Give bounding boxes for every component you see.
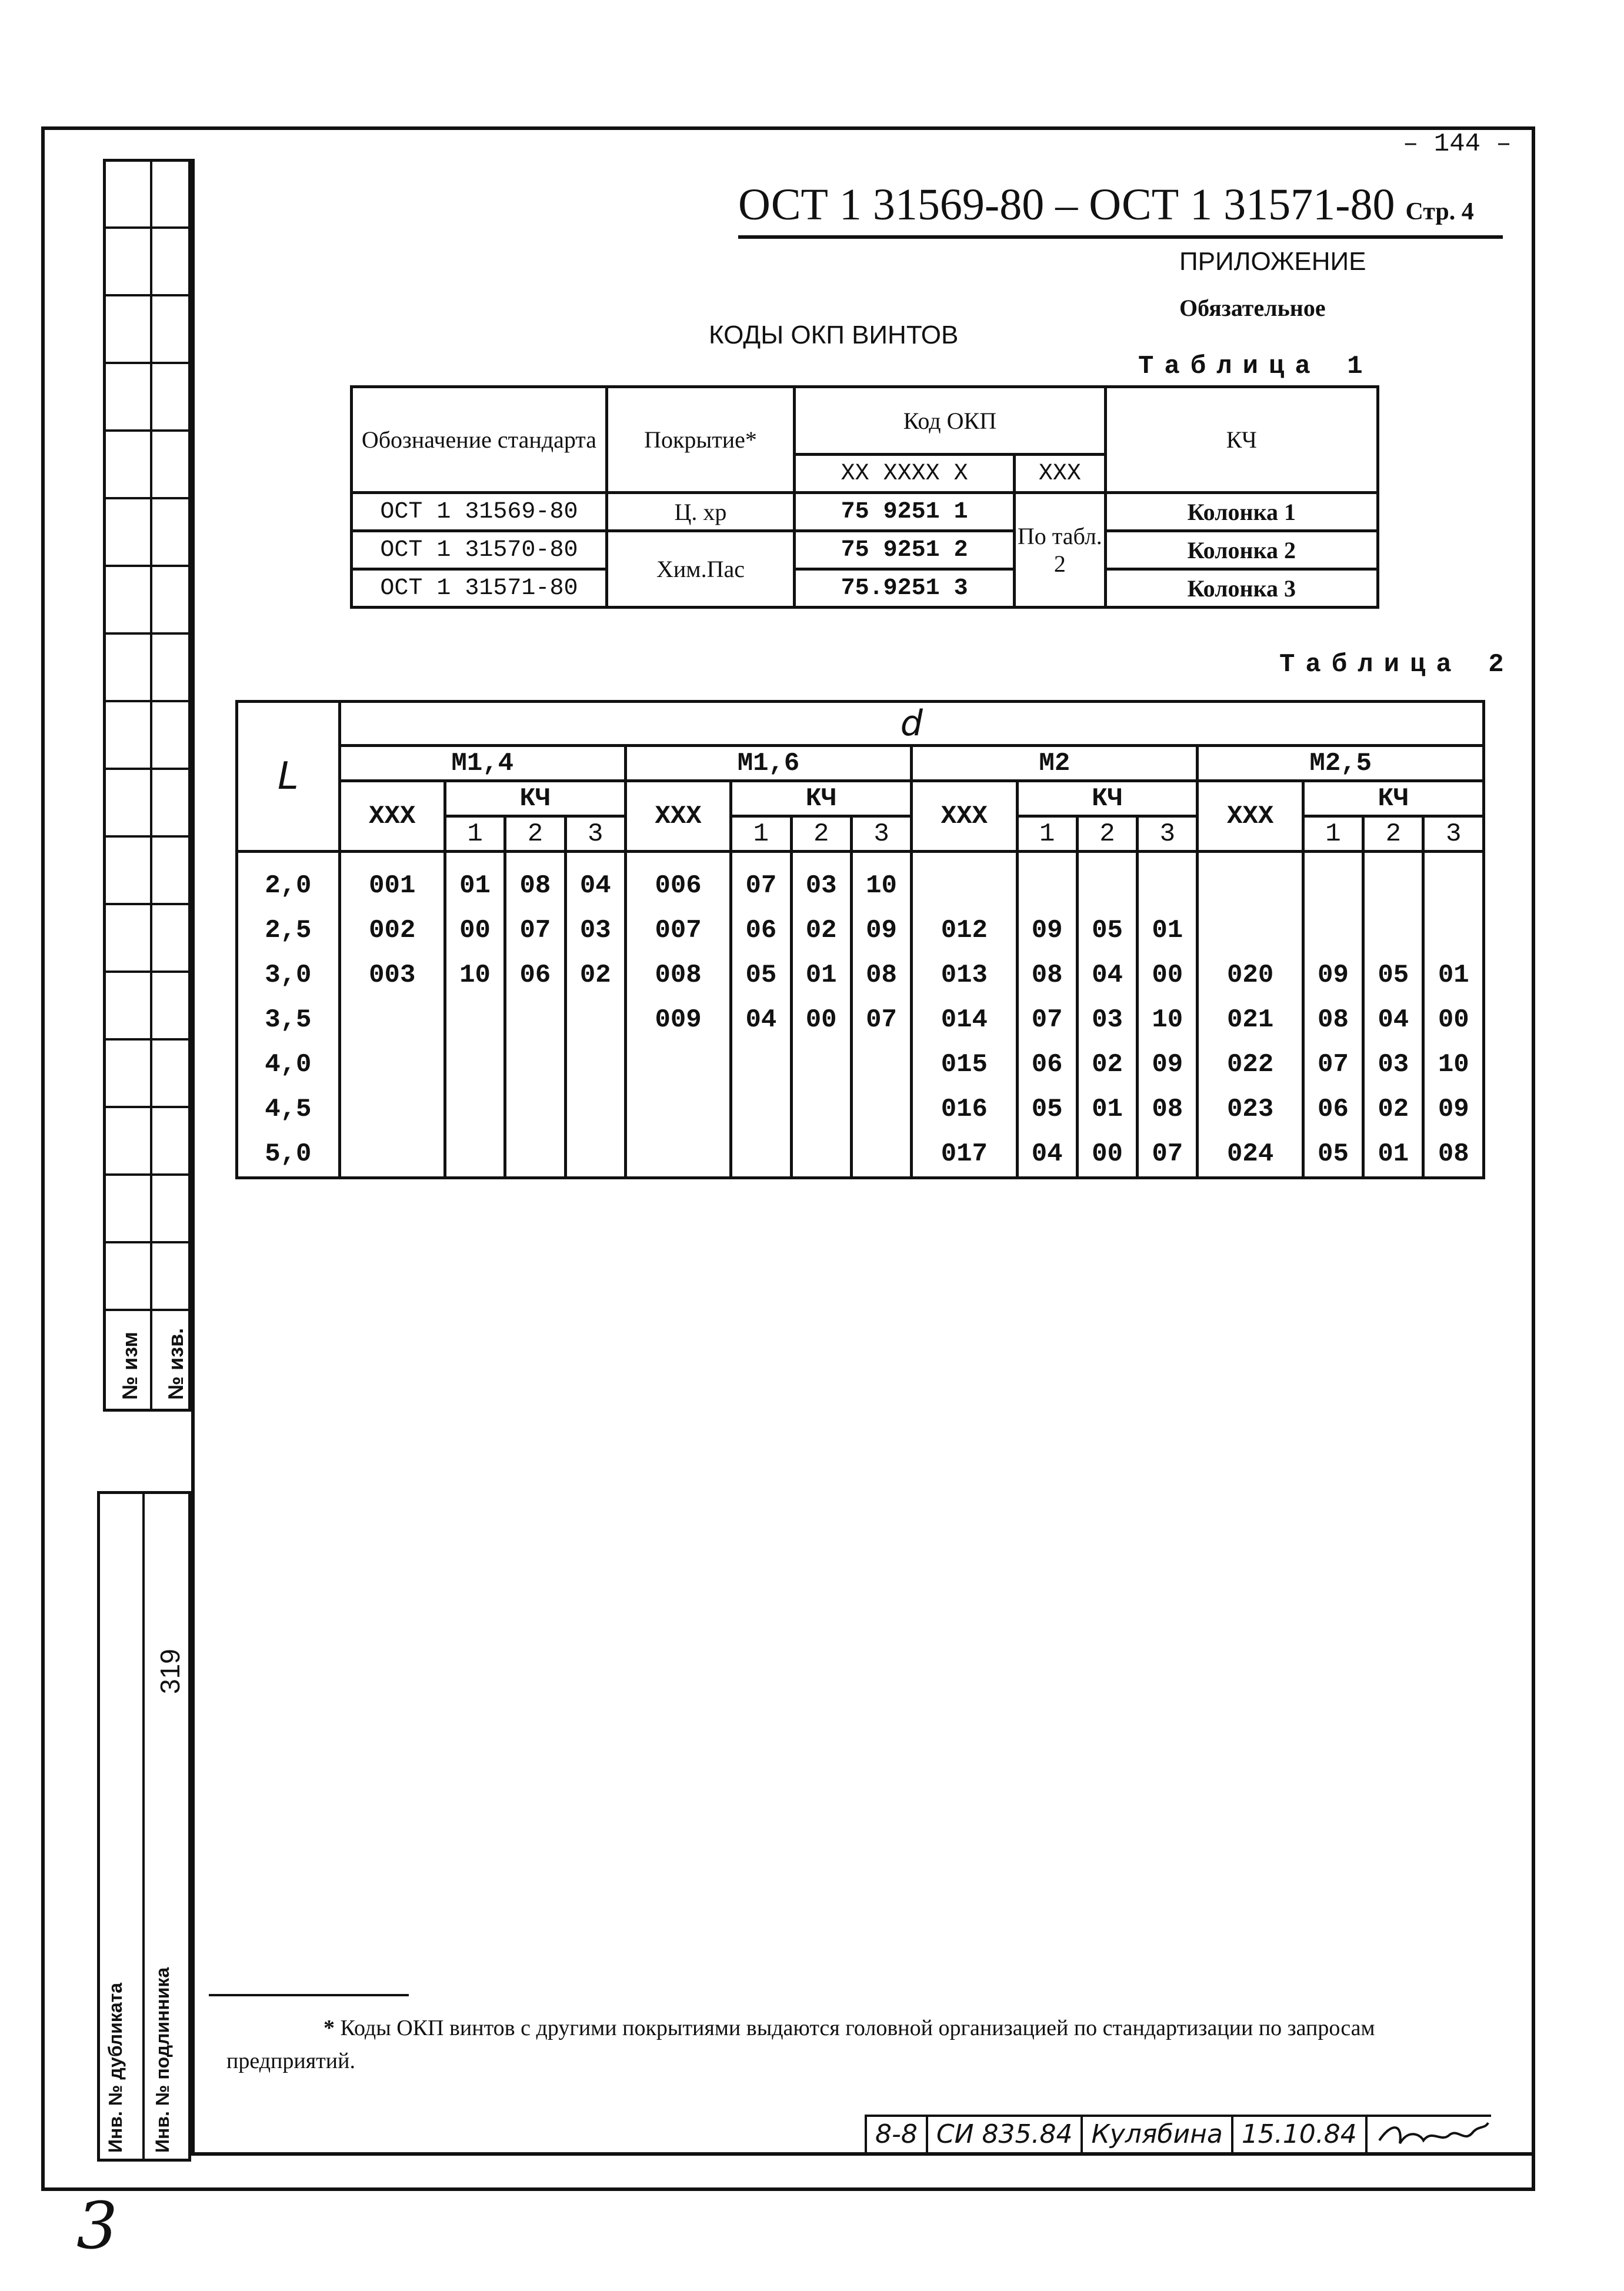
code-cell: 04 xyxy=(731,998,791,1042)
code-cell: 03 xyxy=(1363,1042,1423,1087)
code-cell xyxy=(791,1042,851,1087)
code-cell xyxy=(445,1042,505,1087)
code-cell: 05 xyxy=(1303,1132,1363,1178)
code-cell: 06 xyxy=(1017,1042,1077,1087)
table-screw-codes xyxy=(235,700,1485,1179)
footnote-text: Коды ОКП винтов с другими покрытиями выдаются головной организацией по стандартизации по запросам предприятий. xyxy=(226,2016,1375,2073)
code-cell: 02 xyxy=(565,953,625,998)
code-cell: 07 xyxy=(1017,998,1077,1042)
code-cell: 05 xyxy=(731,953,791,998)
code-cell xyxy=(1077,852,1137,909)
code-cell xyxy=(1303,852,1363,909)
registration-stamp xyxy=(865,2115,1491,2152)
L-value: 3,5 xyxy=(237,998,340,1042)
L-value: 4,5 xyxy=(237,1087,340,1132)
code-cell xyxy=(625,1132,731,1178)
t2-xxx-3: XXX xyxy=(912,781,1017,852)
t2-kch-col: 3 xyxy=(1423,816,1484,852)
footnote-mark: * xyxy=(324,2016,335,2040)
footnote-rule xyxy=(209,1994,409,1996)
t2-xxx-4: XXX xyxy=(1198,781,1303,852)
code-cell: 00 xyxy=(445,908,505,953)
code-cell xyxy=(851,1132,911,1178)
t2-group-m2: M2 xyxy=(912,746,1198,781)
code-cell xyxy=(1363,852,1423,909)
code-cell: 02 xyxy=(791,908,851,953)
code-cell xyxy=(1198,852,1303,909)
page-number: – 144 – xyxy=(1403,129,1512,159)
table2-caption: Таблица 2 xyxy=(1279,650,1515,679)
code-cell xyxy=(339,1042,445,1087)
code-cell: 02 xyxy=(1077,1042,1137,1087)
L-value: 2,0 xyxy=(237,852,340,909)
code-cell: 014 xyxy=(912,998,1017,1042)
code-cell: 01 xyxy=(1077,1087,1137,1132)
t2-header-d: d xyxy=(339,702,1483,746)
stamp-cell: СИ 835.84 xyxy=(926,2117,1081,2152)
t2-kch-col: 2 xyxy=(1077,816,1137,852)
code-cell xyxy=(339,1087,445,1132)
code-cell: 05 xyxy=(1017,1087,1077,1132)
t2-kch-col: 3 xyxy=(565,816,625,852)
code-cell: 09 xyxy=(1423,1087,1484,1132)
table-row xyxy=(237,998,1484,1042)
appendix-status: Обязательное xyxy=(1179,295,1326,321)
code-cell: 07 xyxy=(505,908,565,953)
code-cell xyxy=(339,1132,445,1178)
code-cell xyxy=(505,1132,565,1178)
t1-row3-standard: ОСТ 1 31571-80 xyxy=(352,569,607,608)
code-cell: 01 xyxy=(1138,908,1198,953)
t1-header-okp: Код ОКП xyxy=(795,387,1106,455)
side-label-inv-podl: Инв. № подлинника xyxy=(152,1967,173,2153)
code-cell: 06 xyxy=(731,908,791,953)
table-row xyxy=(237,908,1484,953)
code-cell xyxy=(851,1087,911,1132)
t2-kch-col: 3 xyxy=(1138,816,1198,852)
code-cell xyxy=(505,998,565,1042)
t2-kch-col: 2 xyxy=(1363,816,1423,852)
signature xyxy=(1365,2117,1491,2152)
t2-header-L: L xyxy=(237,702,340,852)
code-cell: 07 xyxy=(1303,1042,1363,1087)
code-cell: 008 xyxy=(625,953,731,998)
code-cell xyxy=(1138,852,1198,909)
code-cell xyxy=(505,1042,565,1087)
t2-kch-col: 1 xyxy=(1303,816,1363,852)
code-cell: 012 xyxy=(912,908,1017,953)
code-cell xyxy=(912,852,1017,909)
table-row xyxy=(237,1132,1484,1178)
code-cell xyxy=(1303,908,1363,953)
code-cell: 08 xyxy=(505,852,565,909)
code-cell xyxy=(731,1042,791,1087)
stamp-cell: Кулябина xyxy=(1081,2117,1230,2152)
code-cell: 09 xyxy=(1138,1042,1198,1087)
code-cell xyxy=(731,1132,791,1178)
code-cell: 015 xyxy=(912,1042,1017,1087)
code-cell xyxy=(445,998,505,1042)
code-cell: 01 xyxy=(1363,1132,1423,1178)
code-cell: 03 xyxy=(565,908,625,953)
code-cell: 06 xyxy=(1303,1087,1363,1132)
doc-code: ОСТ 1 31569-80 – ОСТ 1 31571-80 xyxy=(738,180,1395,229)
table-row xyxy=(237,1087,1484,1132)
code-cell: 009 xyxy=(625,998,731,1042)
code-cell: 022 xyxy=(1198,1042,1303,1087)
code-cell xyxy=(445,1132,505,1178)
code-cell xyxy=(565,1042,625,1087)
code-cell xyxy=(851,1042,911,1087)
table-row xyxy=(237,1042,1484,1087)
code-cell: 05 xyxy=(1363,953,1423,998)
t2-kch-4: КЧ xyxy=(1303,781,1483,816)
code-cell: 00 xyxy=(1138,953,1198,998)
code-cell: 07 xyxy=(731,852,791,909)
t1-row2-kch: Колонка 2 xyxy=(1105,531,1378,569)
t1-row1-kch: Колонка 1 xyxy=(1105,493,1378,531)
t1-row2-coating: Хим.Пас xyxy=(606,531,794,608)
t2-kch-1: КЧ xyxy=(445,781,625,816)
code-cell: 023 xyxy=(1198,1087,1303,1132)
code-cell: 09 xyxy=(851,908,911,953)
code-cell: 003 xyxy=(339,953,445,998)
code-cell: 02 xyxy=(1363,1087,1423,1132)
code-cell xyxy=(565,1087,625,1132)
t1-row2-standard: ОСТ 1 31570-80 xyxy=(352,531,607,569)
t2-xxx-1: XXX xyxy=(339,781,445,852)
code-cell: 06 xyxy=(505,953,565,998)
code-cell: 04 xyxy=(1363,998,1423,1042)
code-cell: 00 xyxy=(1077,1132,1137,1178)
t1-row1-code: 75 9251 1 xyxy=(795,493,1015,531)
table-okp-codes xyxy=(350,385,1379,609)
code-cell: 04 xyxy=(565,852,625,909)
table1-caption: Таблица 1 xyxy=(1138,352,1373,381)
t1-row1-standard: ОСТ 1 31569-80 xyxy=(352,493,607,531)
doc-header xyxy=(738,179,1503,239)
page-label: Стр. 4 xyxy=(1405,198,1474,225)
code-cell xyxy=(625,1042,731,1087)
side-number: 319 xyxy=(155,1649,185,1694)
code-cell: 09 xyxy=(1017,908,1077,953)
code-cell: 04 xyxy=(1017,1132,1077,1178)
t1-header-coating: Покрытие* xyxy=(606,387,794,493)
code-cell: 03 xyxy=(1077,998,1137,1042)
code-cell xyxy=(445,1087,505,1132)
corner-mark: 3 xyxy=(76,2188,118,2263)
t2-kch-col: 2 xyxy=(505,816,565,852)
code-cell: 08 xyxy=(1303,998,1363,1042)
t2-xxx-2: XXX xyxy=(625,781,731,852)
code-cell xyxy=(339,998,445,1042)
t1-sub-okp1: XX XXXX X xyxy=(795,455,1015,493)
code-cell: 00 xyxy=(791,998,851,1042)
code-cell xyxy=(565,998,625,1042)
code-cell xyxy=(565,1132,625,1178)
t2-kch-col: 1 xyxy=(445,816,505,852)
code-cell xyxy=(625,1087,731,1132)
t2-body xyxy=(237,852,1484,1178)
code-cell: 020 xyxy=(1198,953,1303,998)
t2-kch-col: 2 xyxy=(791,816,851,852)
t1-header-standard: Обозначение стандарта xyxy=(352,387,607,493)
code-cell xyxy=(1017,852,1077,909)
code-cell: 09 xyxy=(1303,953,1363,998)
t1-merged-note: По табл. 2 xyxy=(1015,493,1106,608)
code-cell xyxy=(1423,852,1484,909)
code-cell: 03 xyxy=(791,852,851,909)
side-label-izm: № изм xyxy=(118,1332,142,1400)
code-cell: 016 xyxy=(912,1087,1017,1132)
code-cell: 006 xyxy=(625,852,731,909)
t2-kch-col: 3 xyxy=(851,816,911,852)
code-cell: 01 xyxy=(445,852,505,909)
t1-row2-code: 75 9251 2 xyxy=(795,531,1015,569)
L-value: 4,0 xyxy=(237,1042,340,1087)
stamp-cell: 15.10.84 xyxy=(1231,2117,1365,2152)
code-cell: 07 xyxy=(851,998,911,1042)
code-cell xyxy=(731,1087,791,1132)
code-cell xyxy=(791,1132,851,1178)
code-cell xyxy=(1423,908,1484,953)
code-cell: 00 xyxy=(1423,998,1484,1042)
code-cell: 013 xyxy=(912,953,1017,998)
t2-kch-col: 1 xyxy=(1017,816,1077,852)
code-cell: 017 xyxy=(912,1132,1017,1178)
L-value: 3,0 xyxy=(237,953,340,998)
stamp-cell: 8-8 xyxy=(865,2117,926,2152)
code-cell: 10 xyxy=(851,852,911,909)
code-cell: 007 xyxy=(625,908,731,953)
L-value: 2,5 xyxy=(237,908,340,953)
side-label-inv-dubl: Инв. № дубликата xyxy=(105,1982,126,2153)
code-cell: 05 xyxy=(1077,908,1137,953)
t1-row1-coating: Ц. хр xyxy=(606,493,794,531)
code-cell: 08 xyxy=(1138,1087,1198,1132)
t2-kch-2: КЧ xyxy=(731,781,912,816)
code-cell: 021 xyxy=(1198,998,1303,1042)
code-cell xyxy=(791,1087,851,1132)
table-row xyxy=(237,953,1484,998)
t2-group-m25: M2,5 xyxy=(1198,746,1484,781)
code-cell: 002 xyxy=(339,908,445,953)
t1-row3-kch: Колонка 3 xyxy=(1105,569,1378,608)
code-cell: 08 xyxy=(1423,1132,1484,1178)
table-row xyxy=(237,852,1484,909)
code-cell: 08 xyxy=(1017,953,1077,998)
t1-sub-okp2: XXX xyxy=(1015,455,1106,493)
t2-kch-col: 1 xyxy=(731,816,791,852)
t2-group-m16: M1,6 xyxy=(625,746,911,781)
code-cell xyxy=(1363,908,1423,953)
code-cell: 10 xyxy=(1423,1042,1484,1087)
section-title: КОДЫ ОКП ВИНТОВ xyxy=(709,321,959,349)
L-value: 5,0 xyxy=(237,1132,340,1178)
side-label-izv: № изв. xyxy=(164,1328,188,1400)
code-cell: 001 xyxy=(339,852,445,909)
code-cell: 04 xyxy=(1077,953,1137,998)
code-cell xyxy=(505,1087,565,1132)
t2-kch-3: КЧ xyxy=(1017,781,1198,816)
side-strip-grid xyxy=(103,159,191,1412)
code-cell: 10 xyxy=(445,953,505,998)
code-cell: 07 xyxy=(1138,1132,1198,1178)
footnote xyxy=(226,2012,1403,2077)
code-cell: 024 xyxy=(1198,1132,1303,1178)
t2-group-m14: M1,4 xyxy=(339,746,625,781)
appendix-title: ПРИЛОЖЕНИЕ xyxy=(1179,247,1366,276)
t1-header-kch: КЧ xyxy=(1105,387,1378,493)
code-cell: 08 xyxy=(851,953,911,998)
code-cell xyxy=(1198,908,1303,953)
code-cell: 01 xyxy=(791,953,851,998)
code-cell: 01 xyxy=(1423,953,1484,998)
code-cell: 10 xyxy=(1138,998,1198,1042)
t1-row3-code: 75.9251 3 xyxy=(795,569,1015,608)
